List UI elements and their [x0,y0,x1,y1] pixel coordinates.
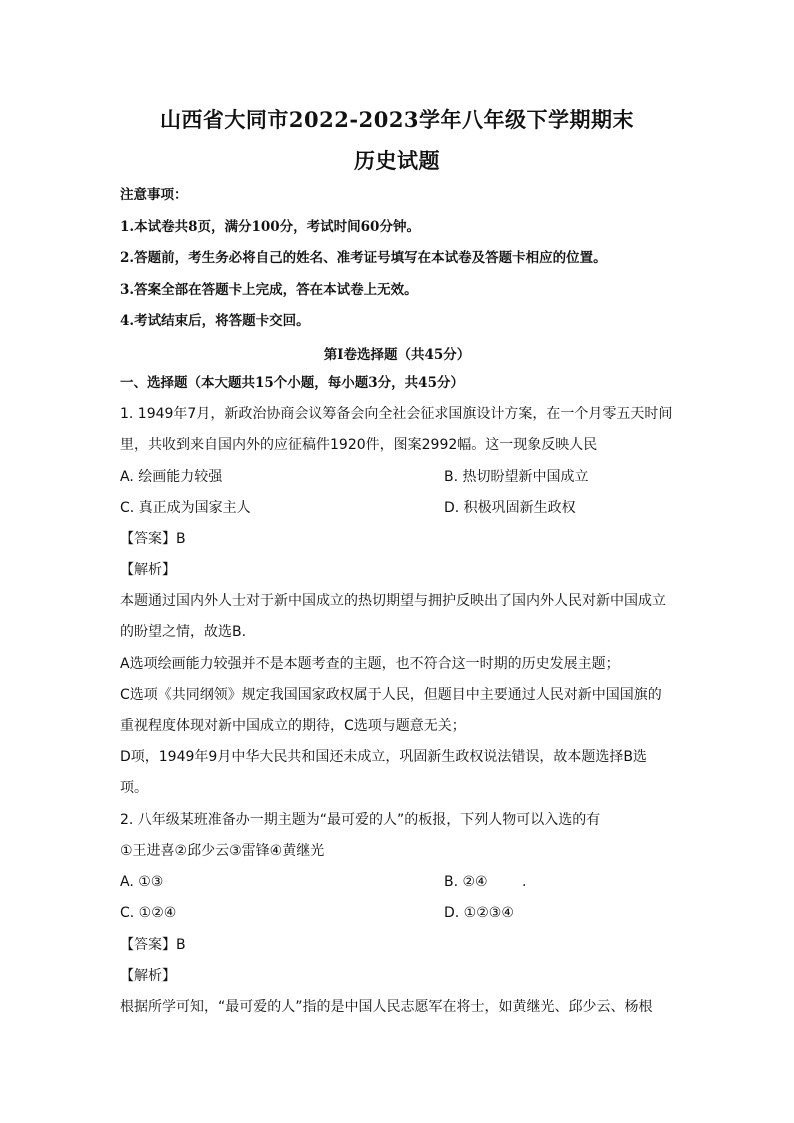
q1-stem: 1. 1949年7月，新政治协商会议筹备会向全社会征求国旗设计方案，在一个月零五天时间 [120,406,673,422]
q1-analysis-line: A选项绘画能力较强并不是本题考查的主题，也不符合这一时期的历史发展主题； [120,656,620,672]
q2-option-d: D. ①②③④ [444,905,514,921]
q2-answer: 【答案】B [120,937,186,953]
q2-analysis-line: 根据所学可知，“最可爱的人”指的是中国人民志愿军在将士，如黄继光、邱少云、杨根 [120,999,653,1015]
exam-title: 山西省大同市2022-2023学年八年级下学期期末 [159,107,635,132]
q1-option-b: B. 热切盼望新中国成立 [444,469,589,485]
q2-analysis-label: 【解析】 [120,968,176,984]
section-title: 第Ⅰ卷选择题（共45分） [323,347,471,363]
q2-option-b: B. ②④ [444,874,488,890]
notice-item: 4.考试结束后，将答题卡交回。 [120,313,310,329]
exam-subtitle: 历史试题 [354,148,440,173]
q1-analysis-line: 项。 [120,780,148,796]
q1-analysis-line: 重视程度体现对新中国成立的期待，C选项与题意无关； [120,718,466,734]
part-title: 一、选择题（本大题共15个小题，每小题3分，共45分） [120,375,464,391]
q1-analysis-line: C选项《共同纲领》规定我国国家政权属于人民，但题目中主要通过人民对新中国国旗的 [120,687,662,703]
notice-item: 3.答案全部在答题卡上完成，答在本试卷上无效。 [120,282,418,298]
notice-item: 1.本试卷共8页，满分100分，考试时间60分钟。 [120,219,420,235]
q2-stem: 2. 八年级某班准备办一期主题为“最可爱的人”的板报，下列人物可以入选的有 [120,812,601,828]
q1-option-c: C. 真正成为国家主人 [120,500,251,516]
q1-option-d: D. 积极巩固新生政权 [444,500,576,516]
q1-analysis-line: D项，1949年9月中华大民共和国还未成立，巩固新生政权说法错误，故本题选择B选 [120,749,647,765]
q1-stem: 里，共收到来自国内外的应征稿件1920件，图案2992幅。这一现象反映人民 [120,437,598,453]
q1-analysis-label: 【解析】 [120,562,176,578]
q1-option-a: A. 绘画能力较强 [120,469,223,485]
q1-analysis-line: 本题通过国内外人士对于新中国成立的热切期望与拥护反映出了国内外人民对新中国成立 [120,593,666,609]
q1-analysis-line: 的盼望之情，故选B. [120,624,247,640]
q1-answer: 【答案】B [120,531,186,547]
notice-heading: 注意事项： [120,187,188,203]
q2-option-c: C. ①②④ [120,905,177,921]
stray-mark: . [522,874,527,890]
q2-option-a: A. ①③ [120,874,164,890]
q2-stem: ①王进喜②邱少云③雷锋④黄继光 [120,843,325,859]
notice-item: 2.答题前，考生务必将自己的姓名、准考证号填写在本试卷及答题卡相应的位置。 [120,250,607,266]
